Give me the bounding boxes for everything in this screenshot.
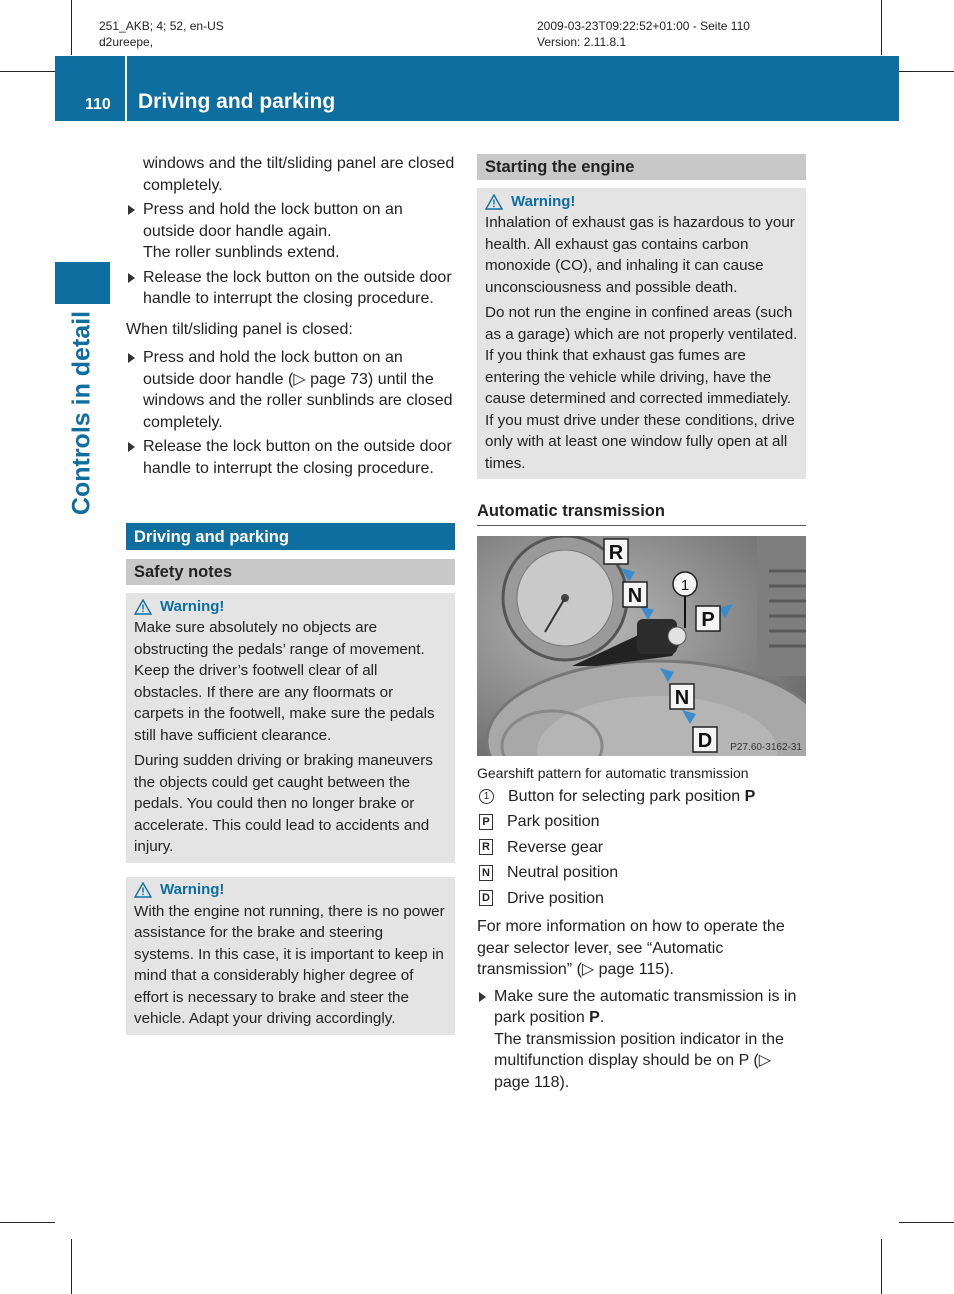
gear-label-d: D [697, 729, 713, 752]
crop-mark [71, 0, 72, 55]
subsection-heading: Safety notes [126, 559, 455, 585]
crop-mark [71, 1239, 72, 1294]
legend-item [477, 784, 806, 810]
warning-box [126, 877, 455, 1035]
crop-mark [0, 1222, 55, 1223]
legend-item [477, 860, 806, 886]
legend-symbol: R [479, 839, 493, 855]
left-column [126, 153, 456, 479]
print-meta-left [99, 18, 224, 50]
step [477, 986, 806, 1094]
legend-text: Neutral position [507, 864, 619, 881]
callout-number: 1 [680, 576, 690, 594]
legend-text: Reverse gear [507, 838, 604, 856]
crop-mark [881, 0, 882, 55]
print-meta-right [537, 18, 750, 50]
warning-header [134, 880, 447, 901]
legend-item [477, 809, 806, 835]
gear-label-p: P [701, 608, 715, 631]
step [126, 436, 456, 479]
legend-item [477, 886, 806, 912]
step-text: Release the lock button on the outside door handle to interrupt the closing procedure. [143, 438, 452, 477]
step-arrow-icon [128, 205, 135, 215]
warning-title: Warning! [160, 881, 225, 899]
header-divider [125, 56, 127, 121]
warning-paragraph: Do not run the engine in confined areas (such as a garage) which are not properly ventilated. If you think that exhaust gas fumes are entering the vehicle while driving, have the cause determined and corrected immediately. If you must drive under these conditions, drive only with at least one window fully open at all times. [485, 304, 798, 472]
left-lower [126, 523, 455, 1035]
step [126, 347, 456, 433]
legend-text: Drive position [507, 889, 604, 907]
gear-label-r: R [608, 541, 624, 564]
step-text: Make sure the automatic transmission is in park position P. [494, 987, 797, 1026]
step-text: Release the lock button on the outside door handle to interrupt the closing procedure. [143, 268, 452, 307]
warning-paragraph: During sudden driving or braking maneuvers the objects could get caught between the pedals. You could then no longer brake or accelerate. This could lead to accidents and injury. [134, 752, 433, 855]
legend-text: Park position [507, 813, 600, 830]
meta-line: d2ureepe, [99, 35, 154, 49]
step-arrow-icon [479, 992, 486, 1002]
warning-title: Warning! [511, 192, 576, 210]
legend-symbol: 1 [479, 789, 494, 804]
step-result: The roller sunblinds extend. [143, 244, 340, 261]
meta-line: 2009-03-23T09:22:52+01:00 - Seite 110 [537, 19, 750, 33]
legend-symbol: N [479, 865, 493, 881]
warning-triangle-icon [485, 194, 503, 210]
legend-symbol: D [479, 890, 493, 906]
warning-title: Warning! [160, 597, 225, 615]
step [126, 199, 456, 264]
intro-text: windows and the tilt/sliding panel are closed completely. [143, 155, 455, 194]
right-column [477, 154, 806, 1093]
legend-list [477, 784, 806, 912]
step-arrow-icon [128, 273, 135, 283]
step [126, 267, 456, 310]
gear-label-n: N [627, 584, 643, 607]
legend-symbol: P [479, 814, 493, 830]
warning-header [485, 191, 798, 212]
warning-paragraph: With the engine not running, there is no power assistance for the brake and steering systems. In this case, it is important to keep in mind that a considerably higher degree of effort is necessary to brake and steer the vehicle. Adapt your driving accordingly. [134, 902, 445, 1027]
side-tab-label: Controls in detail [67, 310, 96, 516]
legend-item [477, 835, 806, 861]
warning-triangle-icon [134, 882, 152, 898]
subsection-heading: Starting the engine [477, 154, 806, 180]
step-arrow-icon [128, 442, 135, 452]
step-text: Press and hold the lock button on an outside door handle again. [143, 201, 403, 240]
page-number: 110 [85, 96, 111, 113]
crop-mark [0, 71, 55, 72]
figure-ref-code: P27.60-3162-31 [730, 741, 802, 753]
condition-text: When tilt/sliding panel is closed: [126, 320, 353, 338]
step-result: The transmission position indicator in the multifunction display should be on P (▷ page 118). [494, 1030, 784, 1091]
step-arrow-icon [128, 353, 135, 363]
warning-paragraph: Inhalation of exhaust gas is hazardous to your health. All exhaust gas contains carbon monoxide (CO), and inhaling it can cause unconsciousness and possible death. [485, 214, 795, 296]
meta-line: Version: 2.11.8.1 [537, 35, 627, 49]
side-tab-marker [55, 262, 110, 304]
gear-label-n: N [674, 686, 690, 709]
meta-line: 251_AKB; 4; 52, en-US [99, 19, 224, 33]
warning-header [134, 596, 447, 617]
section-subheading: Automatic transmission [477, 501, 806, 526]
more-info-text: For more information on how to operate the gear selector lever, see “Automatic transmission” (▷ page 115). [477, 918, 785, 978]
figure-caption: Gearshift pattern for automatic transmission [477, 764, 749, 781]
crop-mark [881, 1239, 882, 1294]
crop-mark [899, 1222, 954, 1223]
section-heading: Driving and parking [126, 523, 455, 550]
step-text: Press and hold the lock button on an outside door handle (▷ page 73) until the windows and the roller sunblinds are closed completely. [143, 349, 453, 431]
gearshift-figure [477, 536, 806, 756]
warning-paragraph: Make sure absolutely no objects are obstructing the pedals’ range of movement. Keep the driver’s footwell clear of all obstacles. If there are any floormats or carpets in the footwell, make sure the pedals still have sufficient clearance. [134, 619, 435, 744]
warning-triangle-icon [134, 599, 152, 615]
legend-text: Button for selecting park position P [508, 787, 756, 805]
crop-mark [899, 71, 954, 72]
page-title: Driving and parking [138, 90, 336, 113]
warning-box [477, 188, 806, 479]
gearshift-illustration [477, 536, 806, 756]
warning-box [126, 593, 455, 863]
